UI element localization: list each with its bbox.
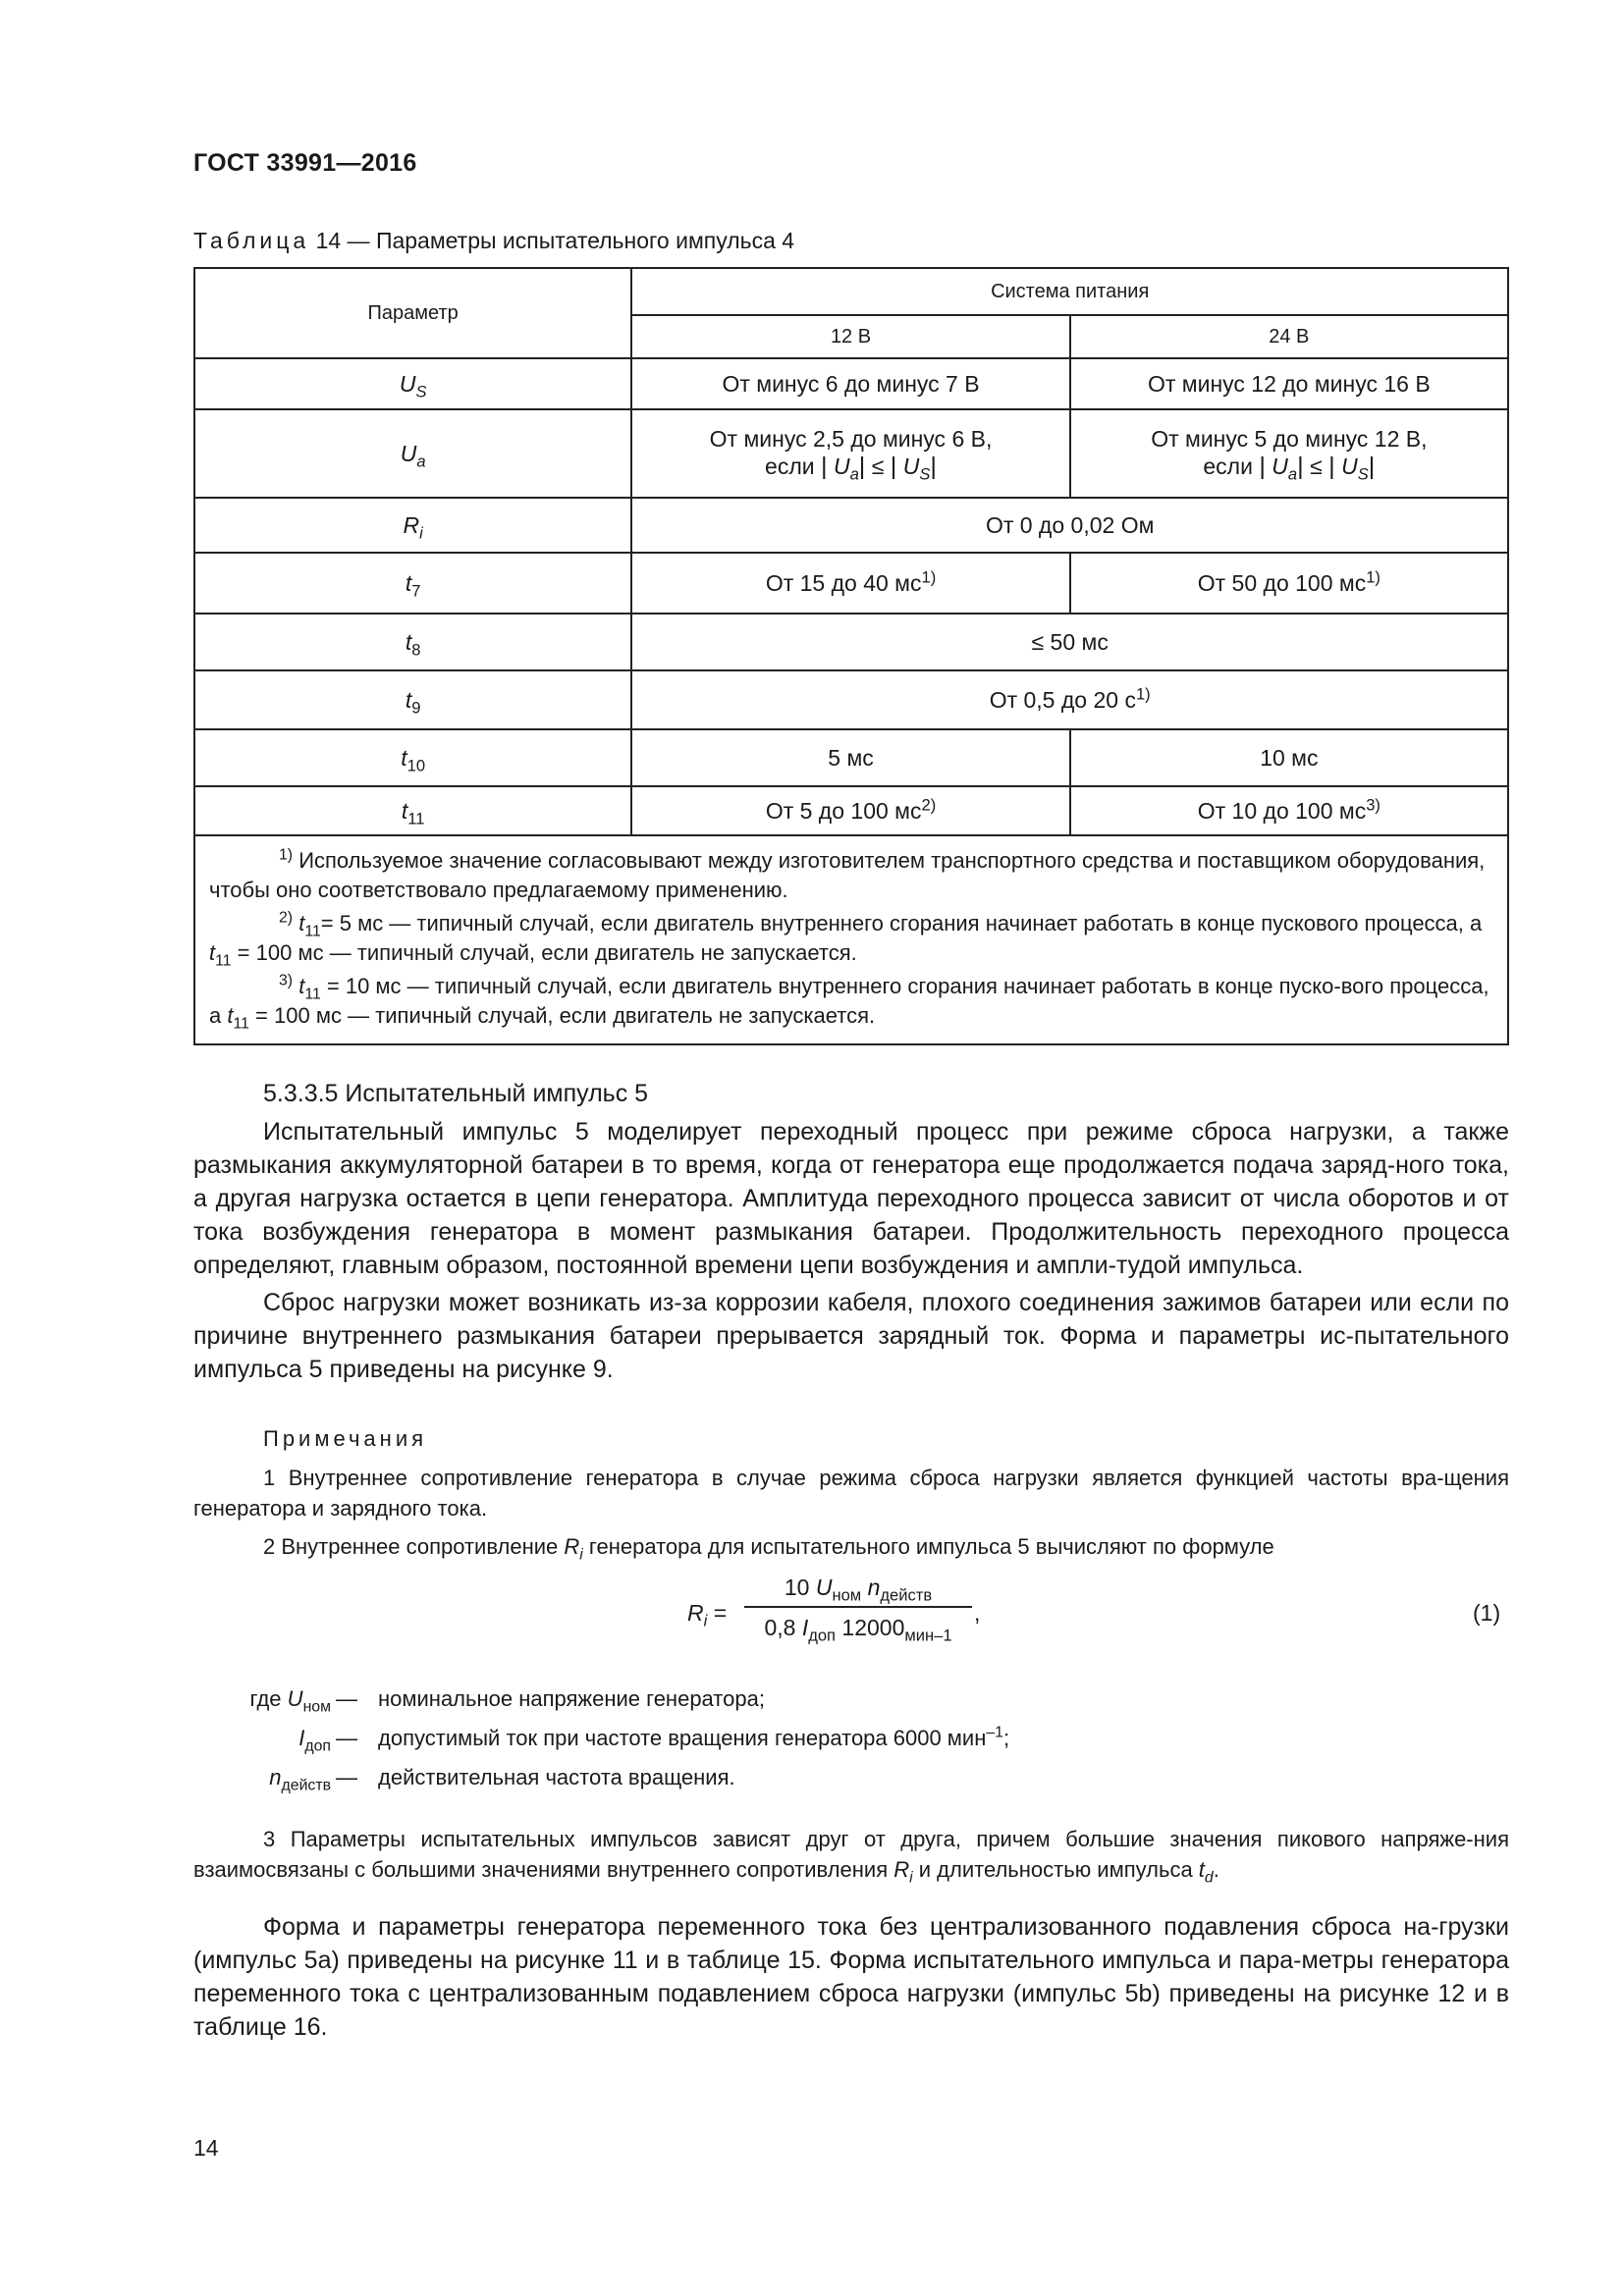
param-t10: $t_{10}$ <box>194 729 631 786</box>
table-row <box>194 729 1508 786</box>
section-body <box>193 1115 1509 1386</box>
note-3: 3 Параметры испытательных импульсов зависят друг от друга, причем большие значения пикового напряже-ния взаимосвязаны с большими значениями внутреннего сопротивления $R_i$ и длительностью импульса $t_d$. <box>193 1827 1509 1887</box>
t7-24v-value: От 50 до 100 $мс^{1)}$ <box>1070 553 1508 614</box>
notes-block <box>193 1463 1509 1562</box>
formula-comma: , <box>974 1600 981 1626</box>
note-1: 1 Внутреннее сопротивление генератора в случае режима сброса нагрузки является функцией частоты вра-щения генератора и зарядного тока. <box>193 1466 1509 1521</box>
page-number: 14 <box>193 2135 219 2161</box>
table-row <box>194 553 1508 614</box>
formula-fraction <box>744 1569 972 1647</box>
param-ua: $U_a$ <box>194 409 631 498</box>
table-row <box>194 498 1508 553</box>
param-t11: $t_{11}$ <box>194 786 631 835</box>
paragraph-1: Испытательный импульс 5 моделирует переходный процесс при режиме сброса нагрузки, а также размыкания аккумуляторной батареи в то время, когда от генератора еще продолжается подача заряд-ного тока, а другая нагрузка остается в цепи генератора. Амплитуда переходного процесса зависит от числа оборотов и от тока возбуждения генератора в момент размыкания батареи. Продолжительность переходного процесса определяют, главным образом, постоянной времени цепи возбуждения и ампли-тудой импульса. <box>193 1118 1509 1279</box>
table-row <box>194 409 1508 498</box>
t11-12v-value: От 5 до 100 $мс^{2)}$ <box>631 786 1069 835</box>
t8-value: ≤ 50 мс <box>631 614 1508 670</box>
header-parameter: Параметр <box>194 268 631 358</box>
formula-denominator: 0,8 $I_{доп}$ $12000_{мин-1}$ <box>764 1615 952 1645</box>
param-ri: $R_i$ <box>194 498 631 553</box>
table-footnotes-row <box>194 835 1508 1044</box>
note-2: 2 Внутреннее сопротивление $R_i$ генератора для испытательного импульса 5 вычисляют по формуле <box>263 1534 1274 1564</box>
param-t8: $t_8$ <box>194 614 631 670</box>
table-row <box>194 670 1508 729</box>
formula-numerator: 10 $U_{ном}$ $n_{действ}$ <box>784 1575 933 1605</box>
t9-value: От 0,5 до 20 $с^{1)}$ <box>631 670 1508 729</box>
footnote-1: $^{1)}$ Используемое значение согласовывают между изготовителем транспортного средства и поставщиком оборудования, чтобы оно соответствовало предлагаемому применению. <box>209 846 1486 902</box>
header-24v: 24 В <box>1070 315 1508 358</box>
table-row <box>194 786 1508 835</box>
header-power-system: Система питания <box>631 268 1508 315</box>
param-us: $U_S$ <box>194 358 631 409</box>
t10-24v-value: 10 мс <box>1070 729 1508 786</box>
table-row <box>194 358 1508 409</box>
final-section <box>193 1910 1509 2044</box>
ua-12v-value: От минус 2,5 до минус 6 В, если | $U_a|$ ≤ | $U_S|$ <box>631 409 1069 498</box>
table-caption <box>193 228 794 254</box>
footnote-3: $^{3)}$ $t_{11} = 10$ мс — типичный случай, если двигатель внутреннего сгорания начинает работать в конце пуско-вого процесса, а $t_{11} = 100$ мс — типичный случай, если двигатель не запускается. <box>209 972 1489 1032</box>
notes-title: Примечания <box>263 1426 428 1451</box>
ri-value: От 0 до 0,02 Ом <box>631 498 1508 553</box>
caption-text: 14 — Параметры испытательного импульса 4 <box>309 228 795 253</box>
note-3-block <box>193 1824 1509 1885</box>
t11-24v-value: От 10 до 100 $мс^{3)}$ <box>1070 786 1508 835</box>
section-title: 5.3.3.5 Испытательный импульс 5 <box>263 1080 649 1107</box>
formula-lhs: $R_i$ = <box>687 1600 728 1630</box>
footnote-2: $^{2)}$ $t_{11}= 5$ мс — типичный случай, если двигатель внутреннего сгорания начинает работать в конце пускового процесса, а $t_{11} = 100$ мс — типичный случай, если двигатель не запускается. <box>209 909 1483 970</box>
table-row <box>194 614 1508 670</box>
us-24v-value: От минус 12 до минус 16 В <box>1070 358 1508 409</box>
ua-24v-value: От минус 5 до минус 12 В, если | $U_a|$ ≤ | $U_S|$ <box>1070 409 1508 498</box>
equation-number: (1) <box>1473 1600 1501 1626</box>
parameters-table <box>193 267 1509 1045</box>
document-header: ГОСТ 33991—2016 <box>193 149 417 177</box>
t10-12v-value: 5 мс <box>631 729 1069 786</box>
final-paragraph: Форма и параметры генератора переменного тока без централизованного подавления сброса на-грузки (импульс 5а) приведены на рисунке 11 и в таблице 15. Форма испытательного импульса и пара-метры генератора переменного тока с централизованным подавлением сброса нагрузки (импульс 5b) приведены на рисунке 12 и в таблице 16. <box>193 1913 1509 2041</box>
paragraph-2: Сброс нагрузки может возникать из-за коррозии кабеля, плохого соединения зажимов батареи или если по причине внутреннего размыкания батареи прерывается зарядный ток. Форма и параметры ис-пытательного импульса 5 приведены на рисунке 9. <box>193 1289 1509 1383</box>
param-t9: $t_9$ <box>194 670 631 729</box>
table-footnotes <box>194 835 1508 1044</box>
param-t7: $t_7$ <box>194 553 631 614</box>
t7-12v-value: От 15 до 40 $мс^{1)}$ <box>631 553 1069 614</box>
caption-label: Таблица <box>193 228 310 253</box>
us-12v-value: От минус 6 до минус 7 В <box>631 358 1069 409</box>
document-page: ГОСТ 33991—2016 Таблица 14 — Параметры испытательного импульса 4 Параметр Система питания 12 В 24 В $U_S$ От минус 6 до минус 7 В От минус 12 до минус 16 В $U_a$ От минус 2,5 до минус 6 В, если | $U_a|$ ≤ | $U_S|$ От минус 5 до минус 12 В, если | $U_a|$ ≤ | $U_S|$ $R_i$ От 0 до 0,02 Ом $t_7$ От 15 до 40 $мс^{1)}$ От 50 до 100 $мс^{1)}$ $t_8$ ≤ 50 мс $t_9$ От 0,5 до 20 $с^{1)}$ $t_{10}$ 5 мс 10 мс $t_{11}$ От 5 до 100 $мс^{2)}$ От 10 до 100 $мс^{3)}$ $^{1)}$ Используемое значение согласовывают между изготовителем транспортного средства и поставщиком оборудования, чтобы оно соответствовало предлагаемому применению. $^{2)}$ $t_{11}= 5$ мс — типичный случай, если двигатель внутреннего сгорания начинает работать в конце пускового процесса, а $t_{11} = 100$ мс — типичный случай, если двигатель не запускается. $^{3)}$ $t_{11} = 10$ мс — типичный случай, если двигатель внутреннего сгорания начинает работать в конце пуско-вого процесса, а $t_{11} = 100$ мс — типичный случай, если двигатель не запускается. 5.3.3.5 Испытательный импульс 5 Испытательный импульс 5 моделирует переходный процесс при режиме сброса нагрузки, а также размыкания аккумуляторной батареи в то время, когда от генератора еще продолжается подача заряд-ного тока, а другая нагрузка остается в цепи генератора. Амплитуда переходного процесса зависит от числа оборотов и от тока возбуждения генератора в момент размыкания батареи. Продолжительность переходного процесса определяют, главным образом, постоянной времени цепи возбуждения и ампли-тудой импульса. Сброс нагрузки может возникать из-за коррозии кабеля, плохого соединения зажимов батареи или если по причине внутреннего размыкания батареи прерывается зарядный ток. Форма и параметры ис-пытательного импульса 5 приведены на рисунке 9. Примечания 1 Внутреннее сопротивление генератора в случае режима сброса нагрузки является функцией частоты вра-щения генератора и зарядного тока. 2 Внутреннее сопротивление $R_i$ генератора для испытательного импульса 5 вычисляют по формуле $R_i$ = 10 $U_{ном}$ $n_{действ}$ 0,8 $I_{доп}$ $12000_{мин-1}$ , (1) где $U_{ном}$ — номинальное напряжение генератора; $I_{доп}$ — допустимый ток при частоте вращения генератора 6000 мин$^{-1}$; $n_{действ}$ — действительная частота вращения. 3 Параметры испытательных импульсов зависят друг от друга, причем большие значения пикового напряже-ния взаимосвязаны с большими значениями внутреннего сопротивления $R_i$ и длительностью импульса $t_d$. Форма и параметры генератора переменного тока без централизованного подавления сброса на-грузки (импульс 5а) приведены на рисунке 11 и в таблице 15. Форма испытательного импульса и пара-метры генератора переменного тока с централизованным подавлением сброса нагрузки (импульс 5b) приведены на рисунке 12 и в таблице 16. 14 <box>193 149 1509 2161</box>
header-12v: 12 В <box>631 315 1069 358</box>
